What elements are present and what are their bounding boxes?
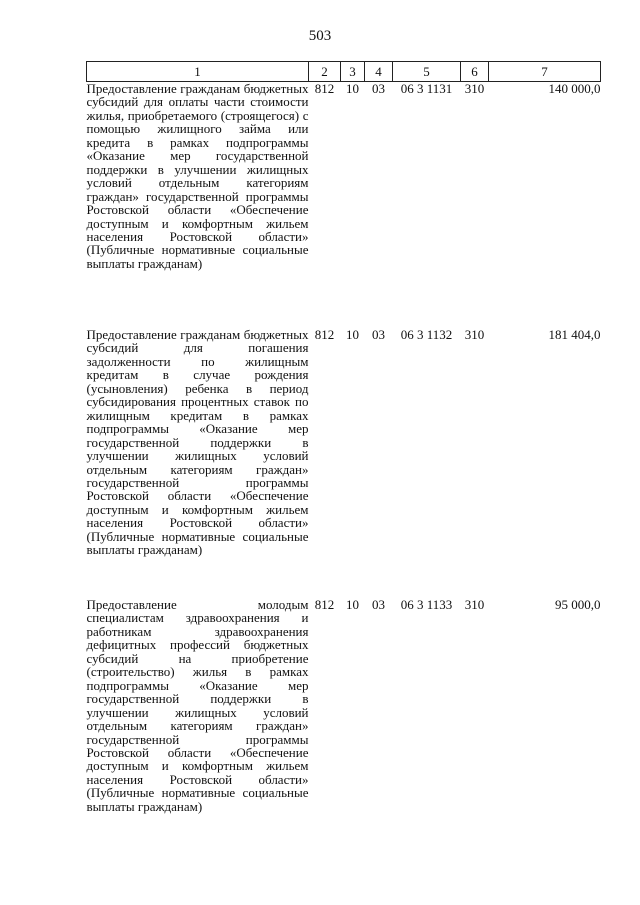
table-row bbox=[87, 598, 601, 838]
header-cell: 6 bbox=[461, 62, 489, 82]
header-cell: 5 bbox=[393, 62, 461, 82]
row-target-article: 06 3 1133 bbox=[400, 597, 453, 612]
header-cell: 4 bbox=[365, 62, 393, 82]
row-section: 10 bbox=[346, 597, 359, 612]
header-cell: 2 bbox=[309, 62, 341, 82]
table-row bbox=[87, 82, 601, 329]
row-expense-type: 310 bbox=[464, 327, 485, 342]
row-code-admin: 812 bbox=[314, 327, 335, 342]
row-amount: 140 000,0 bbox=[548, 81, 601, 96]
row-amount: 181 404,0 bbox=[548, 327, 601, 342]
header-row bbox=[87, 62, 601, 82]
header-cell: 3 bbox=[341, 62, 365, 82]
row-subsection: 03 bbox=[372, 327, 385, 342]
row-expense-type: 310 bbox=[464, 597, 485, 612]
row-code-admin: 812 bbox=[314, 81, 335, 96]
row-description: Предоставление гражданам бюджетных субсидий для погашения задолженности по жилищным кредитам в случае рождения (усыновления) ребенка в период субсидирования процентных ставок по жилищным кредитам в рамках подпрограммы «Оказание мер государственной поддержки в улучшении жилищных условий отдельным категориям граждан» государственной программы Ростовской области «Обеспечение доступным и комфортным жильем населения Ростовской области» (Публичные нормативные социальные выплаты гражданам) bbox=[86, 327, 309, 558]
row-expense-type: 310 bbox=[464, 81, 485, 96]
row-amount: 95 000,0 bbox=[555, 597, 601, 612]
row-target-article: 06 3 1132 bbox=[400, 327, 453, 342]
table-row bbox=[87, 328, 601, 598]
row-description: Предоставление молодым специалистам здравоохранения и работникам здравоохранения дефицитных профессий бюджетных субсидий на приобретение (строительство) жилья в рамках подпрограммы «Оказание мер государственной поддержки в улучшении жилищных условий отдельным категориям граждан» государственной программы Ростовской области «Обеспечение доступным и комфортным жильем населения Ростовской области» (Публичные нормативные социальные выплаты гражданам) bbox=[86, 597, 309, 814]
row-subsection: 03 bbox=[372, 81, 385, 96]
row-description: Предоставление гражданам бюджетных субсидий для оплаты части стоимости жилья, приобретаемого (строящегося) с помощью жилищного займа или кредита в рамках подпрограммы «Оказание мер государственной поддержки в улучшении жилищных условий отдельным категориям граждан» государственной программы Ростовской области «Обеспечение доступным и комфортным жильем населения Ростовской области» (Публичные нормативные социальные выплаты гражданам) bbox=[86, 81, 309, 271]
page-number: 503 bbox=[308, 28, 332, 44]
header-cell: 1 bbox=[87, 62, 309, 82]
budget-table bbox=[86, 61, 601, 838]
row-section: 10 bbox=[346, 81, 359, 96]
row-code-admin: 812 bbox=[314, 597, 335, 612]
row-target-article: 06 3 1131 bbox=[400, 81, 453, 96]
header-cell: 7 bbox=[489, 62, 601, 82]
row-subsection: 03 bbox=[372, 597, 385, 612]
row-section: 10 bbox=[346, 327, 359, 342]
